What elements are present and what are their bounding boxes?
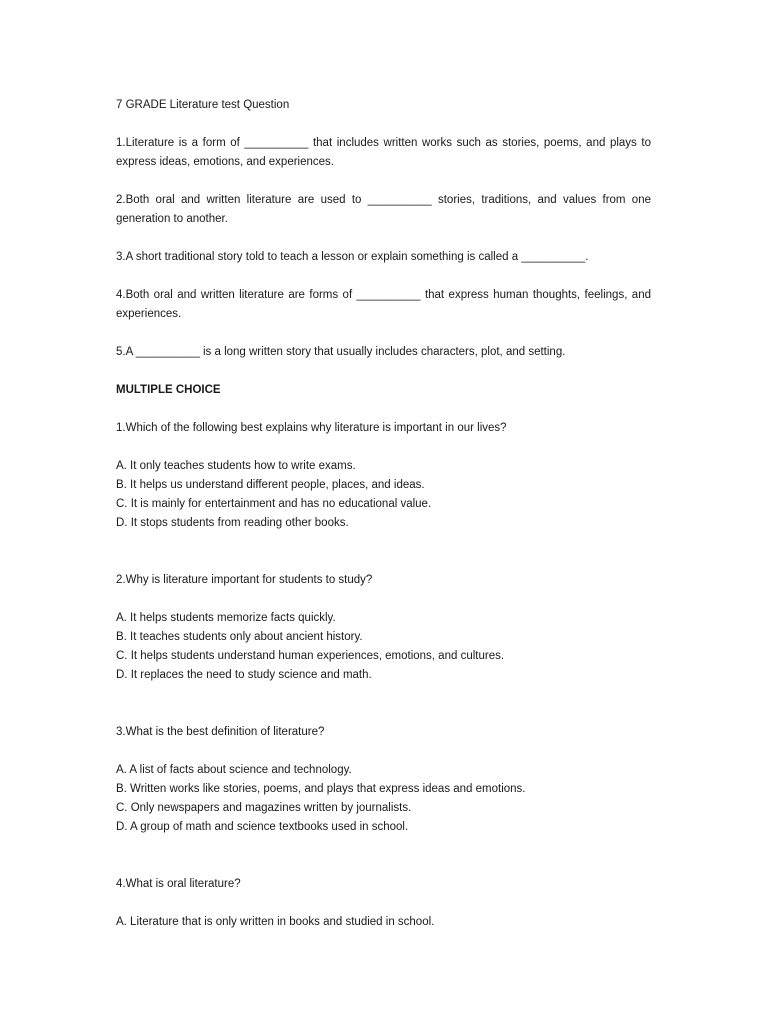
- mc-option-3c: C. Only newspapers and magazines written by journalists.: [116, 802, 412, 814]
- fill-in-question-5: 5.A __________ is a long written story that usually includes characters, plot, and setting.: [116, 346, 566, 358]
- mc-option-2d: D. It replaces the need to study science and math.: [116, 669, 372, 681]
- mc-option-3b: B. Written works like stories, poems, and plays that express ideas and emotions.: [116, 783, 526, 795]
- document-page: [116, 96, 651, 932]
- mc-question-1: 1.Which of the following best explains why literature is important in our lives?: [116, 422, 507, 434]
- mc-option-4a: A. Literature that is only written in books and studied in school.: [116, 916, 435, 928]
- mc-options-1: [116, 457, 651, 533]
- fill-in-question-1: 1.Literature is a form of __________ that includes written works such as stories, poems, and plays to express ideas, emotions, and experiences.: [116, 137, 651, 168]
- mc-option-1b: B. It helps us understand different people, places, and ideas.: [116, 479, 425, 491]
- mc-question-4: 4.What is oral literature?: [116, 878, 241, 890]
- mc-option-1a: A. It only teaches students how to write exams.: [116, 460, 356, 472]
- mc-option-2b: B. It teaches students only about ancient history.: [116, 631, 363, 643]
- mc-options-4: [116, 913, 651, 932]
- mc-option-2c: C. It helps students understand human experiences, emotions, and cultures.: [116, 650, 505, 662]
- mc-question-block-4: [116, 875, 651, 932]
- fill-in-question-3: 3.A short traditional story told to teach a lesson or explain something is called a __________.: [116, 251, 589, 263]
- document-title: 7 GRADE Literature test Question: [116, 99, 290, 111]
- section-heading-multiple-choice: MULTIPLE CHOICE: [116, 384, 221, 396]
- fill-in-question-4: 4.Both oral and written literature are forms of __________ that express human thoughts, feelings, and experiences.: [116, 289, 651, 320]
- mc-question-2: 2.Why is literature important for students to study?: [116, 574, 373, 586]
- mc-question-block-3: [116, 723, 651, 837]
- fill-in-question-2: 2.Both oral and written literature are used to __________ stories, traditions, and values from one generation to another.: [116, 194, 651, 225]
- mc-options-2: [116, 609, 651, 685]
- mc-question-block-2: [116, 571, 651, 685]
- mc-options-3: [116, 761, 651, 837]
- mc-option-3d: D. A group of math and science textbooks used in school.: [116, 821, 409, 833]
- mc-option-1c: C. It is mainly for entertainment and has no educational value.: [116, 498, 432, 510]
- mc-option-3a: A. A list of facts about science and technology.: [116, 764, 352, 776]
- mc-question-3: 3.What is the best definition of literature?: [116, 726, 325, 738]
- mc-question-block-1: [116, 419, 651, 533]
- mc-option-2a: A. It helps students memorize facts quickly.: [116, 612, 336, 624]
- mc-option-1d: D. It stops students from reading other books.: [116, 517, 349, 529]
